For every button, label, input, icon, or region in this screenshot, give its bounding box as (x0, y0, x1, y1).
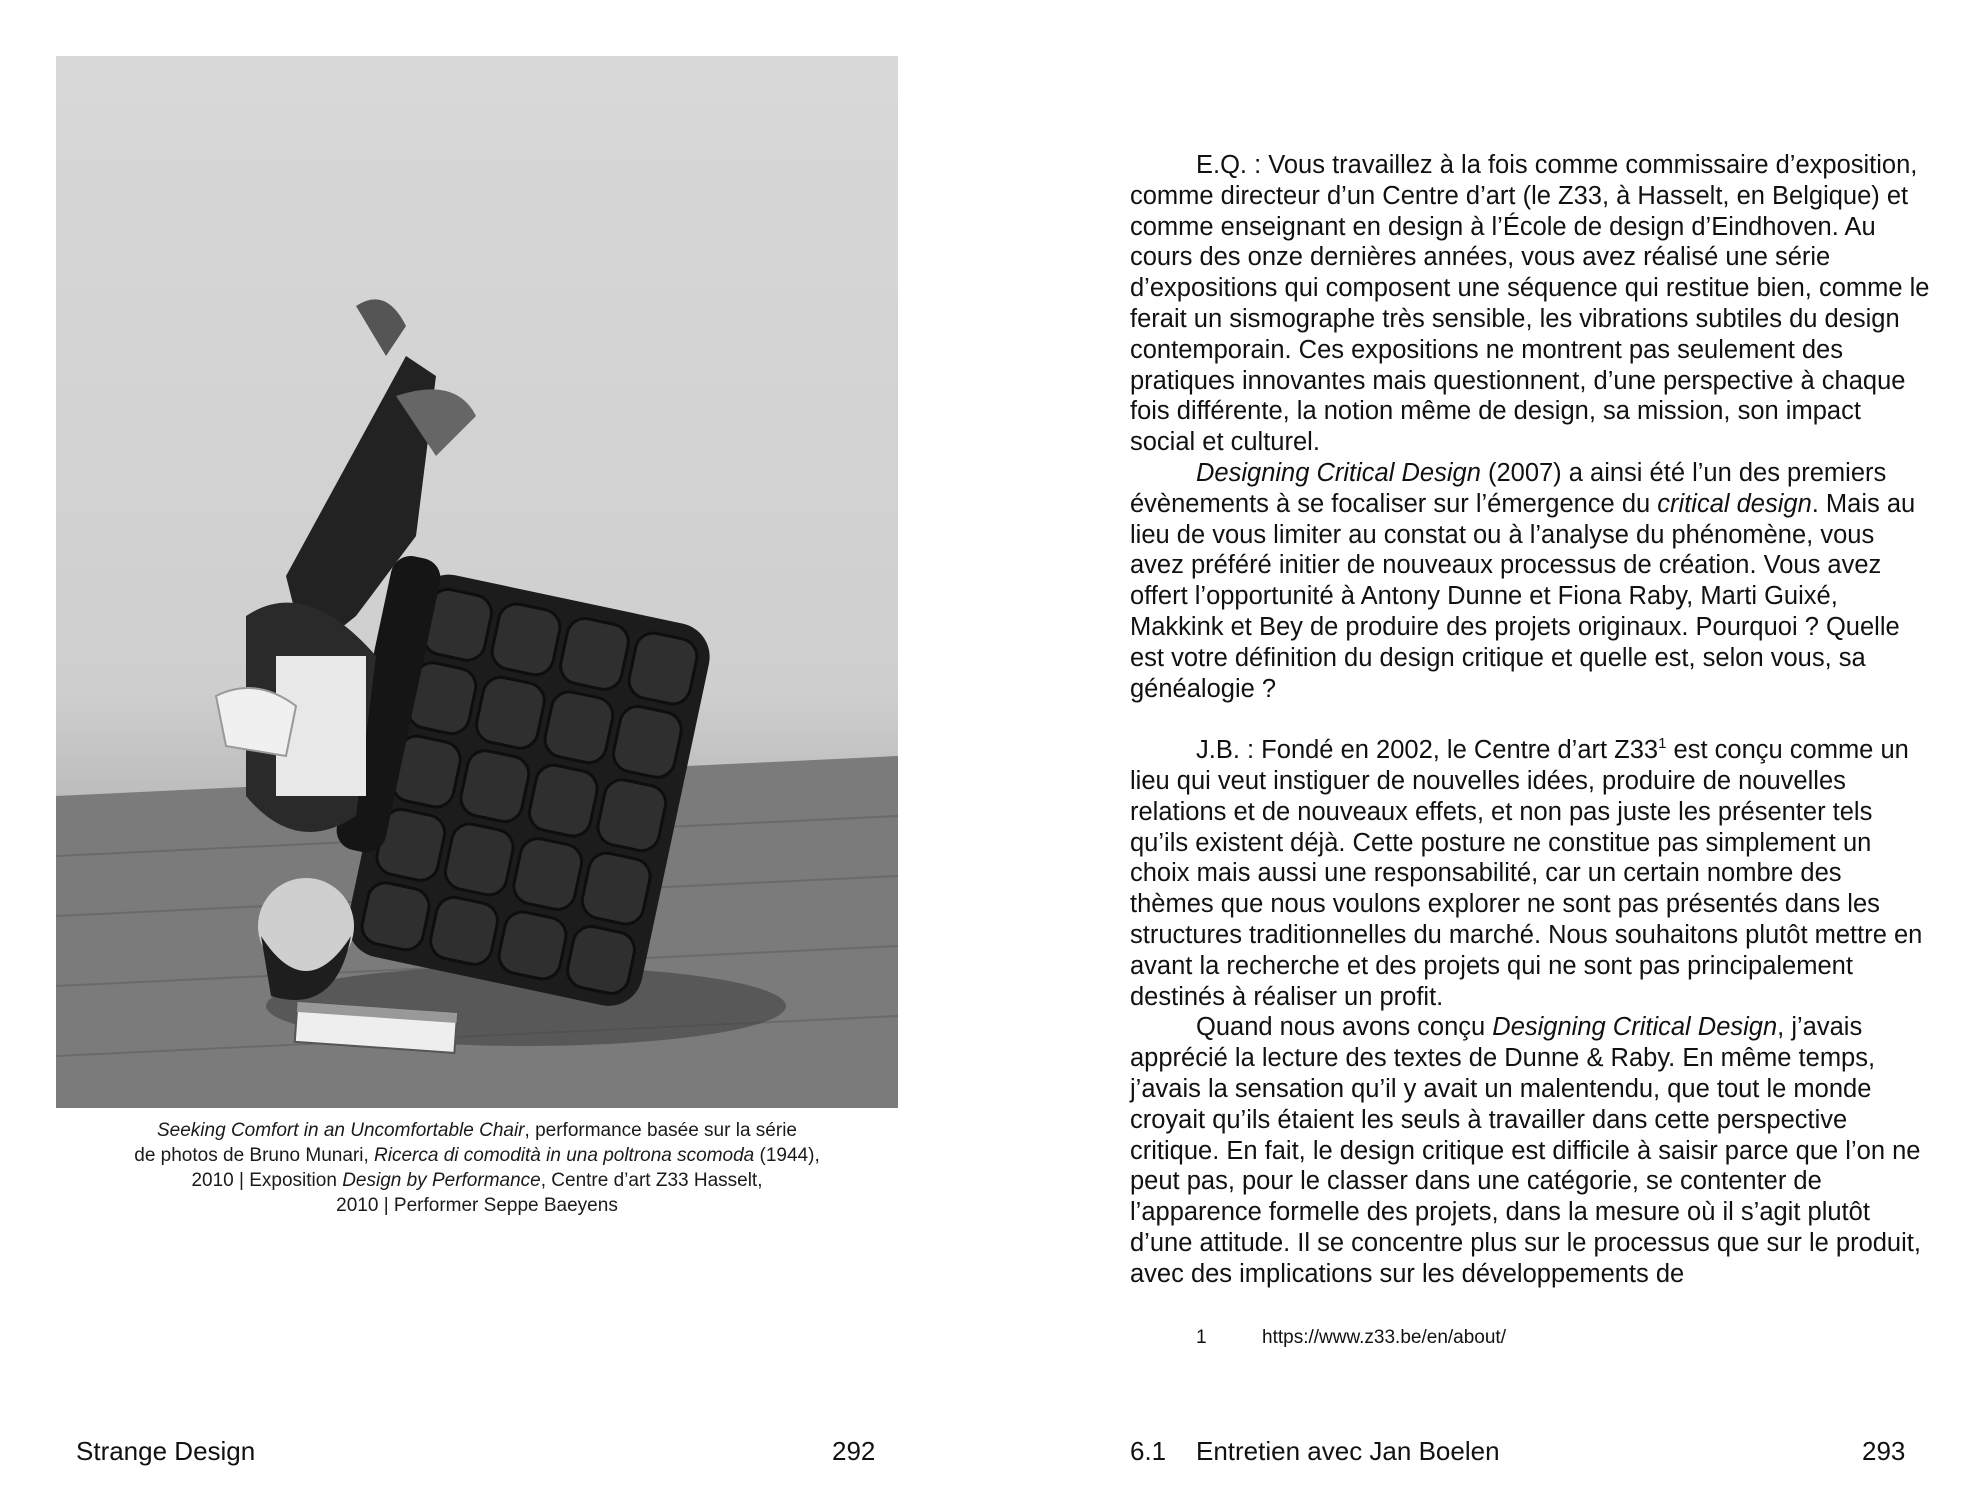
caption-title: Seeking Comfort in an Uncomfortable Chair (157, 1120, 525, 1141)
paragraph-question-main (1130, 458, 1930, 704)
caption-line-4: 2010 | Performer Seppe Baeyens (336, 1195, 618, 1216)
page-number-right: 293 (1862, 1436, 1906, 1466)
paragraph-answer-main (1130, 1012, 1930, 1289)
footnote-number: 1 (1196, 1327, 1207, 1348)
chapter-title: Entretien avec Jan Boelen (1196, 1436, 1500, 1466)
footnote-url[interactable]: https://www.z33.be/en/about/ (1262, 1327, 1506, 1348)
caption-text: de photos de Bruno Munari, (134, 1145, 375, 1166)
paragraph-text: . Mais au lieu de vous limiter au constat ou à l’analyse du phénomène, vous avez préféré initier de nouveaux processus de création. Vous avez offert l’opportunité à Antony Dunne et Fiona Raby, Marti Guixé, Makkink et Bey de produire des projets originaux. Pourquoi ? Quelle est votre définition du design critique et quelle est, selon vous, sa généalogie ? (1130, 489, 1916, 703)
caption-line-3 (56, 1168, 898, 1193)
caption-title: Ricerca di comodità in una poltrona scomoda (374, 1145, 755, 1166)
caption-text: , performance basée sur la série (524, 1120, 797, 1141)
right-page (984, 0, 1968, 1496)
exhibition-title: Designing Critical Design (1196, 458, 1481, 487)
paragraph-text: Quand nous avons conçu (1196, 1013, 1493, 1042)
photo-illustration (56, 56, 898, 1108)
footnote-ref[interactable]: 1 (1658, 735, 1667, 753)
caption-text: (1944), (754, 1145, 820, 1166)
book-title: Strange Design (76, 1436, 256, 1466)
term-italic: critical design (1657, 489, 1812, 518)
paragraph-answer-intro (1130, 735, 1930, 1012)
paragraph-text: est conçu comme un lieu qui veut instiguer de nouvelles idées, produire de nouvelles relations et de nouveaux effets, et non pas juste les présenter tels qu’ils existent déjà. Cette posture ne constitue pas simplement un choix mais aussi une responsabilité, car un certain nombre des thèmes que nous voulons explorer ne sont pas présentés dans les structures traditionnelles du marché. Nous souhaitons plutôt mettre en avant la recherche et des projets qui ne sont pas principalement destinés à réaliser un profit. (1130, 736, 1923, 1011)
page-number-left: 292 (832, 1436, 876, 1466)
caption-text: , Centre d’art Z33 Hasselt, (540, 1170, 763, 1191)
caption-line-2 (56, 1143, 898, 1168)
paragraph-text: (2007) a ainsi été l’un des premiers évènements à se focaliser sur l’émergence du (1130, 458, 1887, 518)
performance-photo (56, 56, 898, 1108)
chapter-number: 6.1 (1130, 1436, 1167, 1466)
photo-caption (56, 1118, 898, 1218)
paragraph-text: J.B. : Fondé en 2002, le Centre d’art Z33 (1196, 736, 1659, 765)
caption-title: Design by Performance (342, 1170, 541, 1191)
footnote (1196, 1326, 1506, 1350)
paragraph-text: , j’avais apprécié la lecture des textes de Dunne & Raby. En même temps, j’avais la sensation qu’il y avait un malentendu, que tout le monde croyait qu’ils étaient les seuls à travailler dans cette perspective critique. En fait, le design critique est difficile à saisir parce que l’on ne peut pas, pour le classer dans une catégorie, se contenter de l’apparence formelle des projets, dans la mesure où il s’agit plutôt d’une attitude. Il se concentre plus sur le processus que sur le produit, avec des implications sur les développements de (1130, 1013, 1921, 1288)
caption-line-1 (56, 1118, 898, 1143)
caption-text: 2010 | Exposition (191, 1170, 343, 1191)
paragraph-question-intro: E.Q. : Vous travaillez à la fois comme commissaire d’exposition, comme directeur d’un Centre d’art (le Z33, à Hasselt, en Belgique) et comme enseignant en design à l’École de design d’Eindhoven. Au cours des onze dernières années, vous avez réalisé une série d’expositions qui composent une séquence qui restitue bien, comme le ferait un sismographe très sensible, les vibrations subtiles du design contemporain. Ces expositions ne montrent pas seulement des pratiques innovantes mais questionnent, d’une perspective à chaque fois différente, la notion même de design, sa mission, son impact social et culturel. (1130, 151, 1930, 457)
exhibition-title: Designing Critical Design (1492, 1013, 1778, 1042)
interview-text (1130, 150, 1930, 1289)
